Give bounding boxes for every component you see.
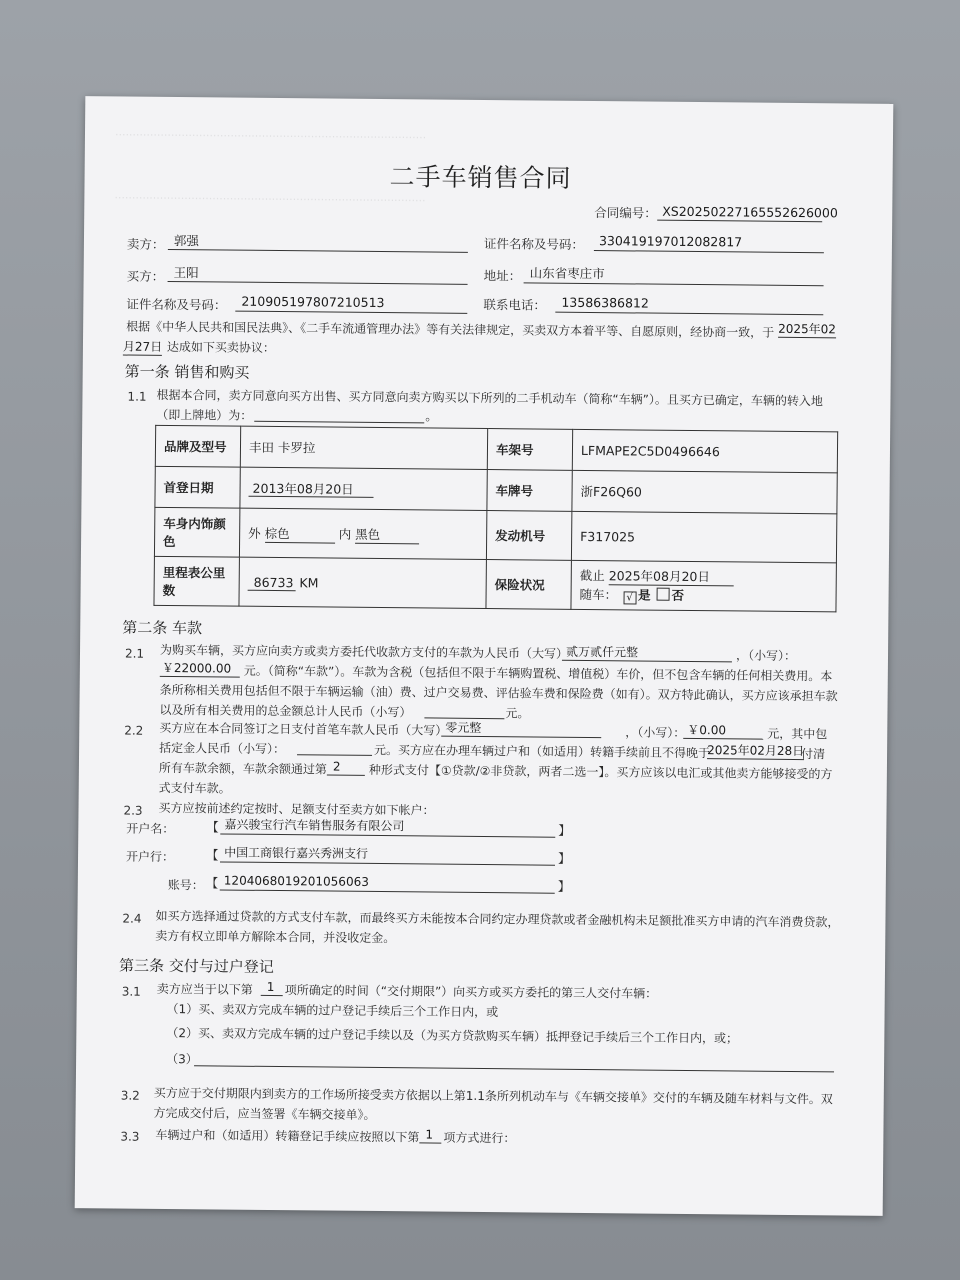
buyer-phone-value: 13586386812 <box>561 294 649 311</box>
buyer-address-label: 地址： <box>483 267 522 284</box>
bank-value: 中国工商银行嘉兴秀洲支行 <box>224 845 369 861</box>
clause-2-2-line2-mid: 元。买方应在办理车辆过户和（如适用）转籍手续前且不得晚于 <box>374 742 711 761</box>
clause-3-1-option2: （2）买、卖双方完成车辆的过户登记手续以及（为买方贷款购买车辆）抵押登记手续后三个工作日内，或； <box>166 1025 739 1046</box>
clause-2-1-line4-end: 元。 <box>505 706 530 721</box>
clause-2-1-line1: 为购买车辆，买方应向卖方或卖方委托代收款方支付的车款为人民币（大写） <box>159 642 569 661</box>
color-inner-prefix: 内 <box>338 526 352 542</box>
account-no-label: 账号： <box>167 877 204 893</box>
bracket-left: 【 <box>206 847 219 863</box>
bracket-left: 【 <box>205 875 219 891</box>
buyer-field <box>168 265 468 285</box>
clause-number: 2.2 <box>124 723 144 738</box>
with-car-label: 随车： <box>579 586 618 603</box>
insurance-cell <box>571 560 836 612</box>
checkbox-empty-icon[interactable] <box>657 588 670 601</box>
clause-3-2-line1: 买方应于交付期限内到卖方的工作场所接受卖方依据以上第1.1条所列机动车与《车辆交接单》交付的车辆及随车材料与文件。双 <box>153 1085 833 1107</box>
table-row <box>155 466 837 514</box>
option3-field <box>194 1049 834 1072</box>
preamble-date-part1: 2025年02 <box>778 321 837 337</box>
account-name-label: 开户名： <box>126 821 175 837</box>
buyer-id-label: 证件名称及号码： <box>126 296 227 313</box>
engine-label: 发动机号 <box>486 511 571 561</box>
table-row <box>155 425 837 473</box>
bracket-right: 】 <box>558 822 571 838</box>
bracket-right: 】 <box>557 850 571 866</box>
clause-3-3-line1: 车辆过户和（如适用）转籍登记手续应按照以下第 <box>155 1127 420 1145</box>
clause-2-4-line2: 卖方有权立即单方解除本合同，并没收定金。 <box>155 928 396 946</box>
clause-3-1-line1-end: 项所确定的时间（“交付期限”）向买方或买方委托的第三人交付车辆： <box>284 983 658 1001</box>
brand-value: 丰田 卡罗拉 <box>240 426 487 469</box>
registration-place-field <box>254 405 424 424</box>
table-row <box>154 507 836 563</box>
insurance-until-value: 2025年08月20日 <box>609 566 734 586</box>
first-payment-num-value: ￥0.00 <box>687 722 727 738</box>
contract-page <box>75 96 894 1216</box>
delivery-option-value: 1 <box>266 979 275 995</box>
color-outer-prefix: 外 <box>248 525 261 541</box>
clause-1-1-period: 。 <box>425 408 438 424</box>
mileage-label: 里程表公里数 <box>154 556 239 606</box>
clause-2-2-line1-end: 元，其中包 <box>767 726 828 742</box>
total-amount-field <box>424 701 504 719</box>
seller-value: 郭强 <box>173 233 200 249</box>
payment-deadline-value: 2025年02月28日 <box>707 743 805 759</box>
preamble-line2: 达成如下买卖协议： <box>166 339 276 355</box>
vehicle-info-table <box>153 425 838 613</box>
bracket-right: 】 <box>557 878 571 894</box>
clause-number: 2.1 <box>124 646 145 661</box>
clause-1-1-line2: （即上牌地）为： <box>156 407 253 423</box>
vin-label: 车架号 <box>487 429 572 471</box>
bracket-left: 【 <box>206 819 219 835</box>
clause-2-2-line2: 括定金人民币（小写）： <box>159 740 286 757</box>
color-outer-value: 棕色 <box>265 523 335 543</box>
clause-3-2-line2: 方完成交付后，应当签署《车辆交接单》。 <box>153 1105 376 1122</box>
mileage-unit: KM <box>299 574 319 590</box>
checkbox-checked-icon[interactable]: √ <box>623 591 636 604</box>
buyer-address-value: 山东省枣庄市 <box>529 265 605 282</box>
plate-value: 浙F26Q60 <box>572 470 837 514</box>
bleed-through-text: ························································································· <box>114 191 426 208</box>
insurance-until-label: 截止 <box>579 567 605 584</box>
brand-label: 品牌及型号 <box>155 425 240 467</box>
preamble-date-part2: 月27日 <box>122 339 163 354</box>
clause-2-2-line3-end: 种形式支付【①贷款/②非贷款，两者二选一】。买方应该以电汇或其他卖方能够接受的方 <box>368 762 833 782</box>
insurance-until-row <box>580 566 828 587</box>
clause-2-4-line1: 如买方选择通过贷款的方式支付车款，而最终买方未能按本合同约定办理贷款或者金融机构未足额批准买方申请的汽车消费贷款， <box>155 908 840 930</box>
clause-number: 2.4 <box>122 911 142 926</box>
buyer-id-value: 210905197807210513 <box>241 293 385 311</box>
color-label: 车身内饰颜色 <box>154 507 239 557</box>
with-car-row <box>580 585 828 606</box>
clause-number: 3.2 <box>120 1088 140 1103</box>
clause-2-1-small-label: ，（小写）： <box>735 648 797 663</box>
clause-2-3-line1: 买方应按前述约定按时、足额支付至卖方如下帐户： <box>158 800 435 818</box>
amount-num-value: ￥22000.00 <box>161 660 232 676</box>
clause-2-2-small-label: ，（小写）： <box>625 725 686 740</box>
clause-1-1-line1: 根据本合同，卖方同意向买方出售、买方同意向卖方购买以下所列的二手机动车（简称“车辆”）。且买方已确定，车辆的转入地 <box>156 387 823 409</box>
reg-date-label: 首登日期 <box>155 466 240 508</box>
clause-number: 2.3 <box>123 803 143 818</box>
amount-cn-value: 贰万贰仟元整 <box>565 644 639 660</box>
preamble-line1: 根据《中华人民共和国民法典》、《二手车流通管理办法》等有关法律规定，买卖双方本着平等、自愿原则，经协商一致，于 <box>126 319 775 340</box>
clause-number: 3.3 <box>120 1129 140 1144</box>
reg-date-cell <box>240 467 487 510</box>
no-label: 否 <box>671 587 685 603</box>
contract-no-value: XS20250227165552626000 <box>662 203 838 221</box>
payment-method-value: 2 <box>332 759 341 774</box>
article2-heading: 第二条 车款 <box>122 618 203 638</box>
bank-label: 开户行： <box>125 849 175 865</box>
mileage-cell <box>239 557 486 608</box>
buyer-value: 王阳 <box>173 265 199 281</box>
vin-value: LFMAPE2C5D0496646 <box>572 429 837 473</box>
clause-3-1-line1: 卖方应当于以下第 <box>156 981 253 997</box>
plate-label: 车牌号 <box>487 470 572 512</box>
buyer-label: 买方： <box>126 268 165 284</box>
account-name-value: 嘉兴骏宝行汽车销售服务有限公司 <box>224 817 405 834</box>
table-row <box>154 556 836 612</box>
seller-field <box>168 233 468 253</box>
clause-2-2-line4: 式支付车款。 <box>158 780 231 796</box>
deposit-field <box>297 738 372 756</box>
clause-3-1-option3: （3） <box>166 1051 198 1067</box>
transfer-option-value: 1 <box>425 1127 434 1142</box>
reg-date-value: 2013年08月20日 <box>249 481 374 498</box>
seller-label: 卖方： <box>126 236 165 252</box>
clause-2-2-line2-end: 付清 <box>801 747 826 762</box>
clause-number: 1.1 <box>127 389 147 404</box>
yes-label: 是 <box>638 587 651 603</box>
mileage-value: 86733 <box>248 574 296 590</box>
contract-no-label: 合同编号： <box>594 205 657 221</box>
first-payment-cn-value: 零元整 <box>445 720 482 735</box>
clause-3-1-option1: （1）买、卖双方完成车辆的过户登记手续后三个工作日内，或 <box>166 1001 499 1020</box>
article3-heading: 第三条 交付与过户登记 <box>118 956 274 976</box>
color-cell <box>239 508 486 559</box>
article1-heading: 第一条 销售和购买 <box>124 362 250 382</box>
seller-id-label: 证件名称及号码： <box>483 235 585 252</box>
clause-3-3-line1-end: 项方式进行： <box>443 1130 516 1146</box>
engine-value: F317025 <box>571 511 836 563</box>
account-no-value: 1204068019201056063 <box>223 873 369 889</box>
insurance-label: 保险状况 <box>486 560 571 610</box>
clause-2-2-line1: 买方应在本合同签订之日支付首笔车款人民币（大写） <box>159 720 448 738</box>
clause-2-1-line4: 以及所有相关费用的总金额总计人民币（小写） <box>159 702 412 720</box>
clause-2-1-line2: 元。（简称“车款”）。车款为含税（包括但不限于车辆购置税、增值税）车价，但不包含车辆的任何相关费用。本 <box>243 663 833 684</box>
clause-2-2-line3: 所有车款余额，车款余额通过第 <box>158 760 327 777</box>
buyer-phone-label: 联系电话： <box>483 296 546 313</box>
bleed-through-text: ························································································· <box>114 128 427 145</box>
contract-title: 二手车销售合同 <box>389 162 572 193</box>
clause-2-1-line3: 条所称相关费用包括但不限于车辆运输（油）费、过户交易费、评估验车费和保险费（如有）。双方特此确认，买方应该承担车款 <box>159 682 838 704</box>
clause-number: 3.1 <box>121 984 141 999</box>
color-inner-value: 黑色 <box>355 524 419 544</box>
seller-id-value: 330419197012082817 <box>598 233 743 250</box>
